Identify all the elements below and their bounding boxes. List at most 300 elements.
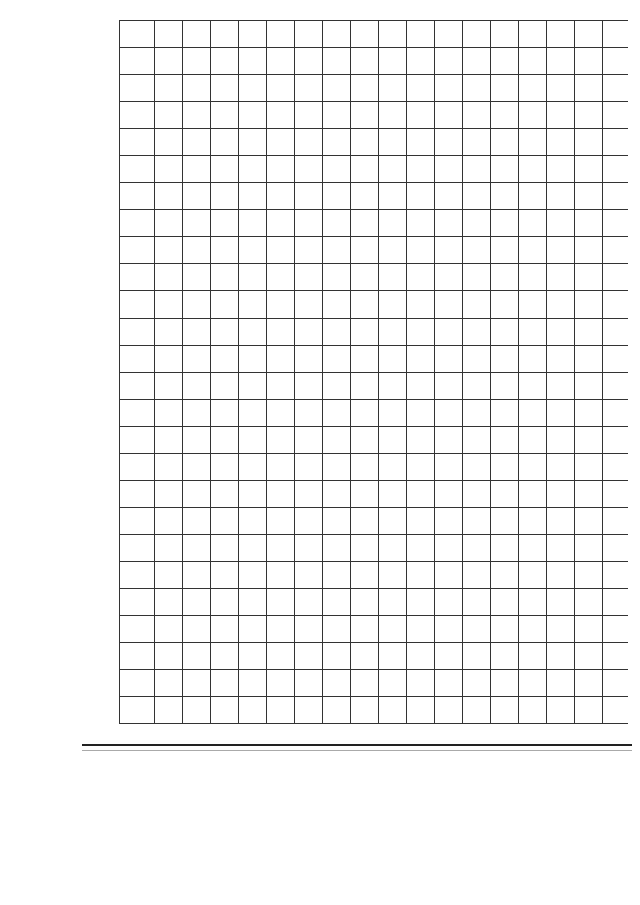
- table-cell: [491, 480, 519, 507]
- table-cell: [323, 264, 351, 291]
- table-cell: [211, 156, 239, 183]
- table-cell: [575, 696, 603, 723]
- table-cell: [295, 264, 323, 291]
- column-header: [120, 318, 155, 345]
- table-cell: [603, 534, 629, 561]
- table-cell: [183, 588, 211, 615]
- table-cell: [267, 318, 295, 345]
- table-cell: [351, 102, 379, 129]
- table-row: [519, 21, 547, 724]
- table-cell: [407, 696, 435, 723]
- table-cell: [155, 129, 183, 156]
- table-cell: [463, 561, 491, 588]
- table-cell: [155, 75, 183, 102]
- table-cell: [239, 48, 267, 75]
- table-cell: [603, 696, 629, 723]
- table-cell: [435, 642, 463, 669]
- table-cell: [211, 561, 239, 588]
- table-cell: [463, 102, 491, 129]
- table-cell: [295, 291, 323, 318]
- table-cell: [239, 291, 267, 318]
- column-header: [120, 237, 155, 264]
- table-cell: [239, 426, 267, 453]
- table-cell: [463, 399, 491, 426]
- table-cell: [407, 156, 435, 183]
- table-cell: [547, 588, 575, 615]
- table-cell: [239, 696, 267, 723]
- table-cell: [575, 399, 603, 426]
- table-cell: [407, 21, 435, 48]
- table-cell: [239, 588, 267, 615]
- table-cell: [463, 75, 491, 102]
- table-cell: [323, 399, 351, 426]
- table-cell: [239, 237, 267, 264]
- table-cell: [519, 48, 547, 75]
- table-cell: [351, 615, 379, 642]
- column-header: [120, 696, 155, 723]
- table-cell: [295, 345, 323, 372]
- table-row: [407, 21, 435, 724]
- table-cell: [295, 237, 323, 264]
- table-cell: [155, 183, 183, 210]
- table-cell: [547, 318, 575, 345]
- table-cell: [435, 345, 463, 372]
- table-cell: [491, 696, 519, 723]
- table-cell: [211, 75, 239, 102]
- table-cell: [379, 102, 407, 129]
- table-cell: [491, 453, 519, 480]
- table-cell: [547, 210, 575, 237]
- table-cell: [463, 615, 491, 642]
- table-cell: [491, 210, 519, 237]
- table-cell: [547, 156, 575, 183]
- table-cell: [183, 48, 211, 75]
- table-cell: [267, 345, 295, 372]
- table-cell: [267, 75, 295, 102]
- table-cell: [379, 75, 407, 102]
- table-cell: [211, 318, 239, 345]
- table-cell: [295, 588, 323, 615]
- table-cell: [407, 237, 435, 264]
- table-cell: [407, 399, 435, 426]
- table-cell: [183, 642, 211, 669]
- column-header: [120, 426, 155, 453]
- table-cell: [351, 318, 379, 345]
- table-cell: [407, 453, 435, 480]
- table-cell: [603, 507, 629, 534]
- table-cell: [547, 264, 575, 291]
- table-row: [435, 21, 463, 724]
- table-cell: [155, 399, 183, 426]
- table-cell: [379, 291, 407, 318]
- column-header: [120, 75, 155, 102]
- table-cell: [239, 642, 267, 669]
- table-cell: [519, 102, 547, 129]
- table-cell: [463, 372, 491, 399]
- table-cell: [379, 264, 407, 291]
- table-cell: [379, 669, 407, 696]
- table-cell: [519, 21, 547, 48]
- table-cell: [211, 264, 239, 291]
- table-row: [575, 21, 603, 724]
- table-cell: [575, 129, 603, 156]
- table-cell: [491, 183, 519, 210]
- table-cell: [407, 372, 435, 399]
- table-cell: [183, 237, 211, 264]
- column-header: [120, 345, 155, 372]
- table-cell: [155, 156, 183, 183]
- table-cell: [575, 345, 603, 372]
- table-cell: [239, 399, 267, 426]
- table-cell: [435, 291, 463, 318]
- table-cell: [435, 75, 463, 102]
- table-cell: [435, 183, 463, 210]
- table-cell: [211, 534, 239, 561]
- column-header: [120, 291, 155, 318]
- table-cell: [211, 615, 239, 642]
- table-cell: [295, 534, 323, 561]
- table-cell: [183, 183, 211, 210]
- table-cell: [155, 372, 183, 399]
- table-cell: [267, 129, 295, 156]
- table-cell: [379, 426, 407, 453]
- rotated-landscape-area: [83, 14, 628, 730]
- table-cell: [407, 588, 435, 615]
- table-cell: [435, 399, 463, 426]
- table-cell: [519, 237, 547, 264]
- table-row: [155, 21, 183, 724]
- table-cell: [211, 642, 239, 669]
- table-cell: [351, 237, 379, 264]
- table-cell: [211, 399, 239, 426]
- table-cell: [267, 102, 295, 129]
- table-cell: [183, 696, 211, 723]
- table-cell: [575, 453, 603, 480]
- table-cell: [547, 129, 575, 156]
- table-cell: [351, 696, 379, 723]
- table-cell: [351, 264, 379, 291]
- table-cell: [295, 129, 323, 156]
- table-cell: [547, 345, 575, 372]
- table-cell: [211, 48, 239, 75]
- table-cell: [407, 642, 435, 669]
- table-cell: [183, 399, 211, 426]
- table-cell: [211, 21, 239, 48]
- table-cell: [463, 696, 491, 723]
- table-cell: [323, 426, 351, 453]
- table-cell: [267, 426, 295, 453]
- table-cell: [155, 480, 183, 507]
- table-cell: [575, 642, 603, 669]
- table-cell: [183, 372, 211, 399]
- table-cell: [183, 318, 211, 345]
- table-cell: [519, 399, 547, 426]
- table-cell: [295, 318, 323, 345]
- table-cell: [211, 210, 239, 237]
- table-cell: [239, 372, 267, 399]
- table-cell: [351, 588, 379, 615]
- table-cell: [295, 48, 323, 75]
- table-cell: [491, 507, 519, 534]
- table-cell: [155, 210, 183, 237]
- table-cell: [155, 534, 183, 561]
- table-cell: [603, 345, 629, 372]
- table-cell: [491, 102, 519, 129]
- column-header: [120, 21, 155, 48]
- table-cell: [491, 561, 519, 588]
- table-cell: [407, 210, 435, 237]
- table-cell: [603, 588, 629, 615]
- table-cell: [575, 588, 603, 615]
- table-cell: [435, 588, 463, 615]
- table-cell: [379, 48, 407, 75]
- table-cell: [155, 615, 183, 642]
- table-cell: [267, 399, 295, 426]
- table-row: [183, 21, 211, 724]
- table-cell: [491, 615, 519, 642]
- column-header: [120, 480, 155, 507]
- table-cell: [239, 264, 267, 291]
- table-cell: [519, 183, 547, 210]
- table-cell: [323, 615, 351, 642]
- table-cell: [575, 561, 603, 588]
- table-cell: [155, 642, 183, 669]
- table-cell: [603, 75, 629, 102]
- table-cell: [575, 21, 603, 48]
- table-cell: [603, 669, 629, 696]
- table-cell: [575, 102, 603, 129]
- column-header: [120, 507, 155, 534]
- table-cell: [435, 210, 463, 237]
- table-cell: [295, 210, 323, 237]
- table-cell: [379, 399, 407, 426]
- table-cell: [239, 453, 267, 480]
- table-cell: [155, 507, 183, 534]
- table-cell: [183, 21, 211, 48]
- table-row: [351, 21, 379, 724]
- table-cell: [519, 588, 547, 615]
- table-cell: [491, 669, 519, 696]
- table-cell: [351, 75, 379, 102]
- table-cell: [323, 696, 351, 723]
- table-cell: [295, 21, 323, 48]
- table-cell: [407, 264, 435, 291]
- table-cell: [575, 534, 603, 561]
- table-cell: [519, 129, 547, 156]
- table-cell: [267, 696, 295, 723]
- table-cell: [519, 426, 547, 453]
- table-body: [155, 21, 629, 724]
- table-cell: [183, 426, 211, 453]
- table-cell: [267, 183, 295, 210]
- table-cell: [239, 318, 267, 345]
- table-cell: [519, 156, 547, 183]
- column-header: [120, 372, 155, 399]
- column-header: [120, 669, 155, 696]
- table-cell: [547, 21, 575, 48]
- table-cell: [519, 561, 547, 588]
- table-cell: [295, 669, 323, 696]
- table-cell: [407, 507, 435, 534]
- table-row: [323, 21, 351, 724]
- table-cell: [323, 48, 351, 75]
- table-row: [295, 21, 323, 724]
- column-header: [120, 453, 155, 480]
- table-cell: [351, 480, 379, 507]
- table-cell: [547, 507, 575, 534]
- table-cell: [295, 372, 323, 399]
- table-cell: [463, 21, 491, 48]
- table-cell: [155, 345, 183, 372]
- column-header: [120, 588, 155, 615]
- table-cell: [435, 129, 463, 156]
- table-cell: [267, 534, 295, 561]
- table-cell: [547, 534, 575, 561]
- table-cell: [295, 426, 323, 453]
- table-cell: [491, 399, 519, 426]
- table-cell: [463, 345, 491, 372]
- table-cell: [519, 696, 547, 723]
- table-cell: [155, 561, 183, 588]
- column-header: [120, 642, 155, 669]
- table-cell: [239, 156, 267, 183]
- table-cell: [323, 291, 351, 318]
- table-cell: [547, 669, 575, 696]
- table-cell: [239, 615, 267, 642]
- table-cell: [407, 291, 435, 318]
- table-cell: [547, 480, 575, 507]
- table-row: [267, 21, 295, 724]
- table-cell: [267, 291, 295, 318]
- table-cell: [519, 615, 547, 642]
- table-cell: [463, 237, 491, 264]
- table-cell: [407, 615, 435, 642]
- table-cell: [463, 426, 491, 453]
- table-cell: [463, 156, 491, 183]
- table-cell: [603, 372, 629, 399]
- table-cell: [183, 507, 211, 534]
- table-cell: [323, 507, 351, 534]
- table-cell: [323, 372, 351, 399]
- table-cell: [323, 75, 351, 102]
- table-cell: [435, 237, 463, 264]
- table-cell: [575, 426, 603, 453]
- table-row: [463, 21, 491, 724]
- table-cell: [239, 75, 267, 102]
- table-cell: [379, 507, 407, 534]
- table-cell: [379, 696, 407, 723]
- table-cell: [267, 21, 295, 48]
- table-cell: [379, 480, 407, 507]
- table-cell: [267, 561, 295, 588]
- table-cell: [267, 507, 295, 534]
- table-cell: [379, 534, 407, 561]
- table-cell: [463, 534, 491, 561]
- table-cell: [463, 129, 491, 156]
- table-cell: [379, 318, 407, 345]
- table-cell: [491, 291, 519, 318]
- table-cell: [267, 372, 295, 399]
- table-cell: [519, 345, 547, 372]
- table-cell: [211, 426, 239, 453]
- table-cell: [211, 345, 239, 372]
- table-cell: [603, 480, 629, 507]
- table-row: [491, 21, 519, 724]
- table-cell: [547, 237, 575, 264]
- table-cell: [575, 291, 603, 318]
- table-cell: [183, 345, 211, 372]
- column-header: [120, 534, 155, 561]
- table-cell: [603, 21, 629, 48]
- table-cell: [575, 480, 603, 507]
- table-cell: [379, 453, 407, 480]
- table-cell: [183, 669, 211, 696]
- table-row: [603, 21, 629, 724]
- column-header: [120, 615, 155, 642]
- table-cell: [239, 507, 267, 534]
- table-cell: [351, 21, 379, 48]
- table-cell: [547, 696, 575, 723]
- table-cell: [491, 642, 519, 669]
- table-cell: [407, 345, 435, 372]
- table-cell: [351, 210, 379, 237]
- table-cell: [603, 48, 629, 75]
- table-cell: [575, 318, 603, 345]
- table-cell: [211, 291, 239, 318]
- table-cell: [519, 453, 547, 480]
- table-cell: [407, 561, 435, 588]
- table-cell: [547, 426, 575, 453]
- table-cell: [323, 129, 351, 156]
- table-cell: [351, 642, 379, 669]
- table-cell: [435, 372, 463, 399]
- table-cell: [211, 696, 239, 723]
- column-header: [120, 399, 155, 426]
- table-cell: [547, 399, 575, 426]
- table-cell: [155, 291, 183, 318]
- table-cell: [295, 696, 323, 723]
- table-cell: [323, 345, 351, 372]
- table-cell: [183, 210, 211, 237]
- table-cell: [435, 696, 463, 723]
- table-cell: [435, 21, 463, 48]
- table-cell: [351, 534, 379, 561]
- column-header: [120, 561, 155, 588]
- table-cell: [155, 102, 183, 129]
- table-cell: [295, 102, 323, 129]
- table-cell: [407, 534, 435, 561]
- table-cell: [603, 318, 629, 345]
- table-cell: [379, 345, 407, 372]
- table-cell: [603, 426, 629, 453]
- table-cell: [603, 129, 629, 156]
- table-cell: [351, 48, 379, 75]
- table-cell: [295, 453, 323, 480]
- table-cell: [323, 669, 351, 696]
- table-cell: [519, 480, 547, 507]
- table-cell: [379, 561, 407, 588]
- table-cell: [351, 291, 379, 318]
- table-cell: [463, 669, 491, 696]
- table-cell: [239, 102, 267, 129]
- table-cell: [519, 534, 547, 561]
- table-cell: [211, 480, 239, 507]
- table-cell: [239, 210, 267, 237]
- table-cell: [603, 210, 629, 237]
- table-cell: [155, 21, 183, 48]
- table-cell: [407, 480, 435, 507]
- table-cell: [351, 183, 379, 210]
